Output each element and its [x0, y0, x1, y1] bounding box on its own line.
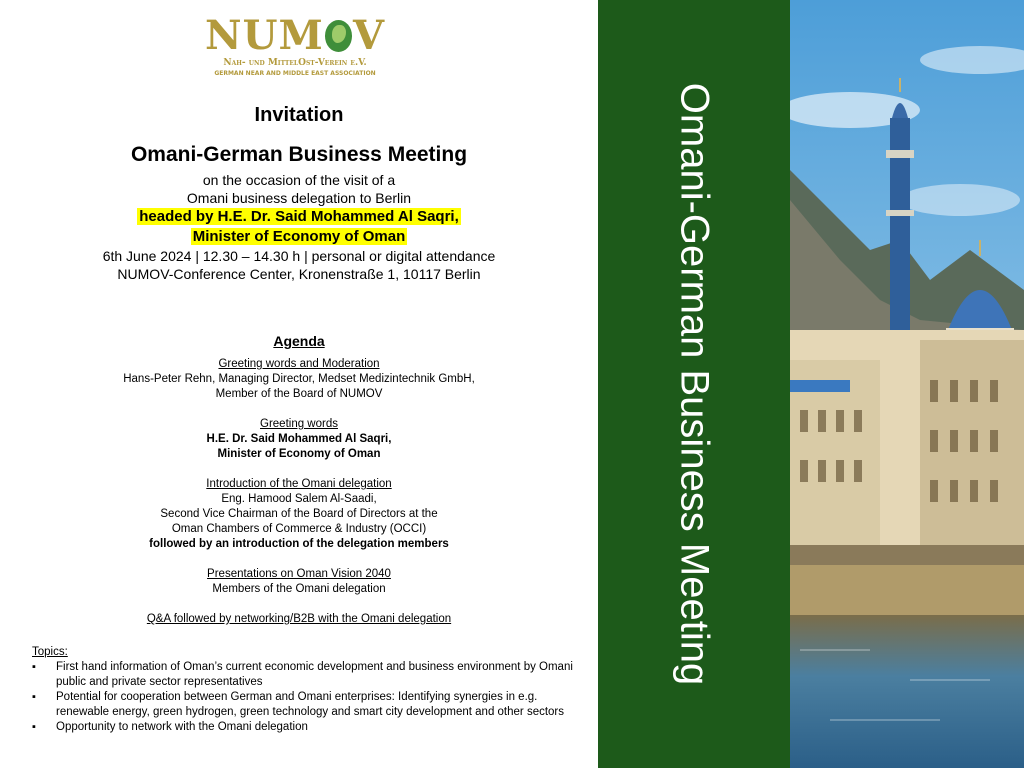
agenda-item-line: Members of the Omani delegation [212, 583, 386, 595]
agenda-item-title: Greeting words [260, 418, 338, 430]
agenda-heading: Agenda [273, 333, 325, 349]
logo-word-part-1: NUM [205, 12, 324, 59]
agenda-item-title: Introduction of the Omani delegation [206, 478, 392, 490]
agenda-item-title: Greeting words and Moderation [218, 358, 380, 370]
agenda-item-line: Oman Chambers of Commerce & Industry (OCCI) [171, 523, 427, 535]
topic-item: ▪ First hand information of Oman’s current economic development and business environment by Omani public and private sector representatives [32, 660, 582, 690]
logo-subtitle-de: Nah- und MittelOst-Verein e.V. [223, 58, 367, 68]
logo-word-part-2: V [352, 12, 385, 59]
highlight-line: headed by H.E. Dr. Said Mohammed Al Saqri, [139, 208, 459, 225]
agenda-item-title: Q&A followed by networking/B2B with the Omani delegation [146, 613, 452, 625]
topics-heading: Topics: [32, 646, 68, 658]
logo-subtitle-en: GERMAN NEAR AND MIDDLE EAST ASSOCIATION [214, 70, 376, 77]
agenda-item [0, 417, 598, 462]
occasion-line: on the occasion of the visit of a [202, 172, 396, 188]
agenda-item [0, 612, 598, 627]
globe-icon [325, 20, 352, 52]
agenda-item [0, 567, 598, 597]
agenda-item [0, 357, 598, 402]
date-time-line: 6th June 2024 | 12.30 – 14.30 h | personal or digital attendance [102, 248, 496, 264]
topic-item: ▪ Opportunity to network with the Omani delegation [32, 720, 582, 735]
band-title: Omani-German Business Meeting [672, 82, 717, 686]
occasion-block [0, 171, 598, 283]
highlight-line: Minister of Economy of Oman [192, 228, 406, 245]
topics-section [32, 645, 582, 735]
agenda-list [0, 357, 598, 627]
agenda-item-line: Minister of Economy of Oman [217, 448, 381, 460]
numov-logo [205, 14, 385, 78]
topics-list [32, 660, 582, 735]
topic-item: ▪ Potential for cooperation between German and Omani enterprises: Identifying synergies in e.g. renewable energy, green hydrogen, green technology and smart city development and other sectors [32, 690, 582, 720]
invitation-label: Invitation [254, 104, 344, 126]
agenda-item [0, 477, 598, 552]
agenda-item-line: H.E. Dr. Said Mohammed Al Saqri, [206, 433, 392, 445]
logo-wordmark [205, 14, 385, 58]
event-title: Omani-German Business Meeting [130, 143, 468, 166]
agenda-item-line: Member of the Board of NUMOV [215, 388, 383, 400]
agenda-item-line: followed by an introduction of the delegation members [149, 538, 449, 550]
agenda-item-line: Second Vice Chairman of the Board of Directors at the [160, 508, 438, 520]
agenda-item-line: Hans-Peter Rehn, Managing Director, Medset Medizintechnik GmbH, [123, 373, 475, 385]
venue-line: NUMOV-Conference Center, Kronenstraße 1, 10117 Berlin [117, 266, 481, 282]
occasion-line: Omani business delegation to Berlin [186, 190, 412, 206]
agenda-item-title: Presentations on Oman Vision 2040 [207, 568, 391, 580]
muscat-corniche-photo [790, 0, 1024, 768]
agenda-item-line: Eng. Hamood Salem Al-Saadi, [221, 493, 377, 505]
